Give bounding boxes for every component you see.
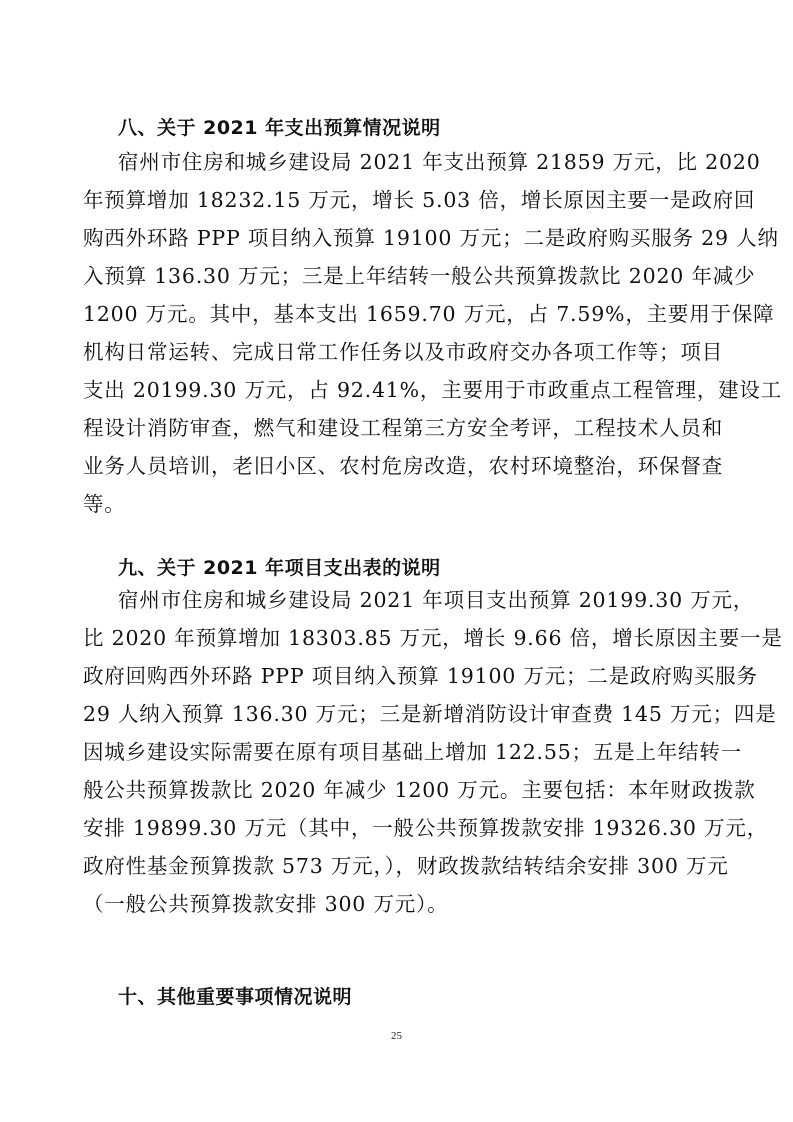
section-9-heading: 九、关于 2021 年项目支出表的说明 (118, 557, 441, 579)
section-8-line: 等。 (83, 492, 126, 516)
section-8-line: 程设计消防审查，燃气和建设工程第三方安全考评，工程技术人员和 (83, 416, 723, 440)
section-9-line: 比 2020 年预算增加 18303.85 万元，增长 9.66 倍，增长原因主要一是 (83, 626, 783, 650)
section-8-line: 宿州市住房和城乡建设局 2021 年支出预算 21859 万元，比 2020 (118, 150, 761, 174)
section-8-heading: 八、关于 2021 年支出预算情况说明 (118, 117, 441, 139)
section-9-line: 政府性基金预算拨款 573 万元，），财政拨款结转结余安排 300 万元 (83, 854, 729, 878)
section-9-line: 般公共预算拨款比 2020 年减少 1200 万元。主要包括：本年财政拨款 (83, 778, 756, 802)
section-8-line: 购西外环路 PPP 项目纳入预算 19100 万元；二是政府购买服务 29 人纳 (83, 226, 779, 250)
section-9-line: （一般公共预算拨款安排 300 万元）。 (83, 892, 449, 916)
section-8-line: 年预算增加 18232.15 万元，增长 5.03 倍，增长原因主要一是政府回 (83, 188, 756, 212)
section-8-line: 业务人员培训，老旧小区、农村危房改造，农村环境整治，环保督查 (83, 454, 723, 478)
section-10-heading: 十、其他重要事项情况说明 (118, 986, 353, 1008)
section-8-line: 1200 万元。其中，基本支出 1659.70 万元，占 7.59%，主要用于保障 (83, 302, 775, 326)
section-9-line: 安排 19899.30 万元（其中，一般公共预算拨款安排 19326.30 万元， (83, 816, 768, 840)
section-8-line: 入预算 136.30 万元；三是上年结转一般公共预算拨款比 2020 年减少 (83, 264, 756, 288)
section-9-line: 宿州市住房和城乡建设局 2021 年项目支出预算 20199.30 万元， (118, 588, 755, 612)
section-8-line: 机构日常运转、完成日常工作任务以及市政府交办各项工作等；项目 (83, 340, 723, 364)
section-8-line: 支出 20199.30 万元，占 92.41%，主要用于市政重点工程管理，建设工 (83, 378, 783, 402)
section-9-line: 29 人纳入预算 136.30 万元；三是新增消防设计审查费 145 万元；四是 (83, 702, 777, 726)
section-9-line: 政府回购西外环路 PPP 项目纳入预算 19100 万元；二是政府购买服务 (83, 664, 758, 688)
section-9-line: 因城乡建设实际需要在原有项目基础上增加 122.55；五是上年结转一 (83, 740, 742, 764)
page-number: 25 (391, 1030, 402, 1042)
